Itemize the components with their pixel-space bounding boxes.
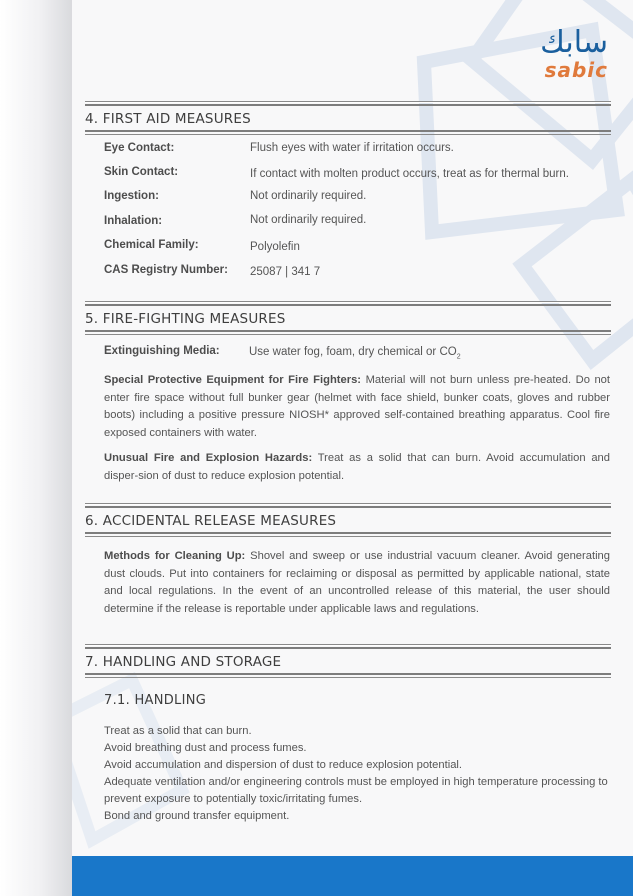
handling-line: Adequate ventilation and/or engineering controls must be employed in high temperature processing to prevent exposure to potentially toxic/irritating fumes. (104, 776, 608, 805)
unusual-hazards-paragraph (104, 450, 610, 485)
section-6-header (85, 503, 611, 537)
handling-line: Treat as a solid that can burn. (104, 725, 252, 737)
logo-latin-text: sabic (544, 58, 608, 82)
logo-arabic-text: سابك (540, 25, 608, 60)
row-value: Not ordinarily required. (250, 214, 367, 226)
row-key: Ingestion: (104, 190, 159, 202)
section-6-title: 6. ACCIDENTAL RELEASE MEASURES (85, 513, 337, 529)
section-5-title: 5. FIRE-FIGHTING MEASURES (85, 311, 286, 327)
section-7-header (85, 644, 611, 678)
row-value: Polyolefin (250, 241, 300, 253)
row-value (249, 346, 461, 360)
footer-bar (72, 856, 633, 896)
row-key: Chemical Family: (104, 239, 199, 251)
paragraph-label: Special Protective Equipment for Fire Fighters: (104, 374, 362, 386)
row-value: Not ordinarily required. (250, 190, 367, 202)
section-4-title: 4. FIRST AID MEASURES (85, 111, 251, 127)
co2-subscript: 2 (456, 353, 461, 361)
handling-line: Bond and ground transfer equipment. (104, 810, 290, 822)
paragraph-label: Methods for Cleaning Up: (104, 550, 246, 562)
row-key: Eye Contact: (104, 142, 175, 154)
cleaning-methods-paragraph (104, 548, 610, 618)
extinguishing-value: Use water fog, foam, dry chemical or CO (249, 346, 457, 358)
row-value: 25087 | 341 7 (250, 266, 321, 278)
section-5-header (85, 301, 611, 335)
sabic-logo (540, 25, 608, 82)
paragraph-label: Unusual Fire and Explosion Hazards: (104, 452, 313, 464)
paragraph-text: Shovel and sweep or use industrial vacuum cleaner. Avoid generating dust clouds. Put into containers for reclaiming or disposal as permitted by applicable national, state and local regulations. In the event of an uncontrolled release of this material, the user should determine if the release is reportable under applicable laws and regulations. (104, 550, 611, 615)
handling-list (104, 723, 614, 825)
row-key: CAS Registry Number: (104, 264, 228, 276)
section-4-header (85, 101, 611, 135)
paragraph-text: Treat as a solid that can burn. Avoid accumulation and disper-sion of dust to reduce explosion potential. (104, 452, 610, 482)
special-protective-paragraph (104, 372, 610, 442)
row-key: Skin Contact: (104, 166, 179, 178)
handling-subheading: 7.1. HANDLING (104, 693, 207, 708)
handling-line: Avoid accumulation and dispersion of dust to reduce explosion potential. (104, 759, 463, 771)
paragraph-text: Material will not burn unless pre-heated. Do not enter fire space without full bunker gear (helmet with face shield, bunker coats, gloves and rubber boots) including a positive pressure NIOSH* approved self-contained breathing apparatus. Cool fire exposed containers with water. (104, 374, 610, 439)
row-key: Extinguishing Media: (104, 345, 220, 357)
page-edge-shadow (0, 0, 72, 896)
row-key: Inhalation: (104, 215, 163, 227)
row-value: If contact with molten product occurs, treat as for thermal burn. (250, 168, 569, 180)
section-7-title: 7. HANDLING AND STORAGE (85, 654, 282, 670)
document-page (72, 0, 633, 896)
row-value: Flush eyes with water if irritation occurs. (250, 142, 454, 154)
handling-line: Avoid breathing dust and process fumes. (104, 742, 307, 754)
